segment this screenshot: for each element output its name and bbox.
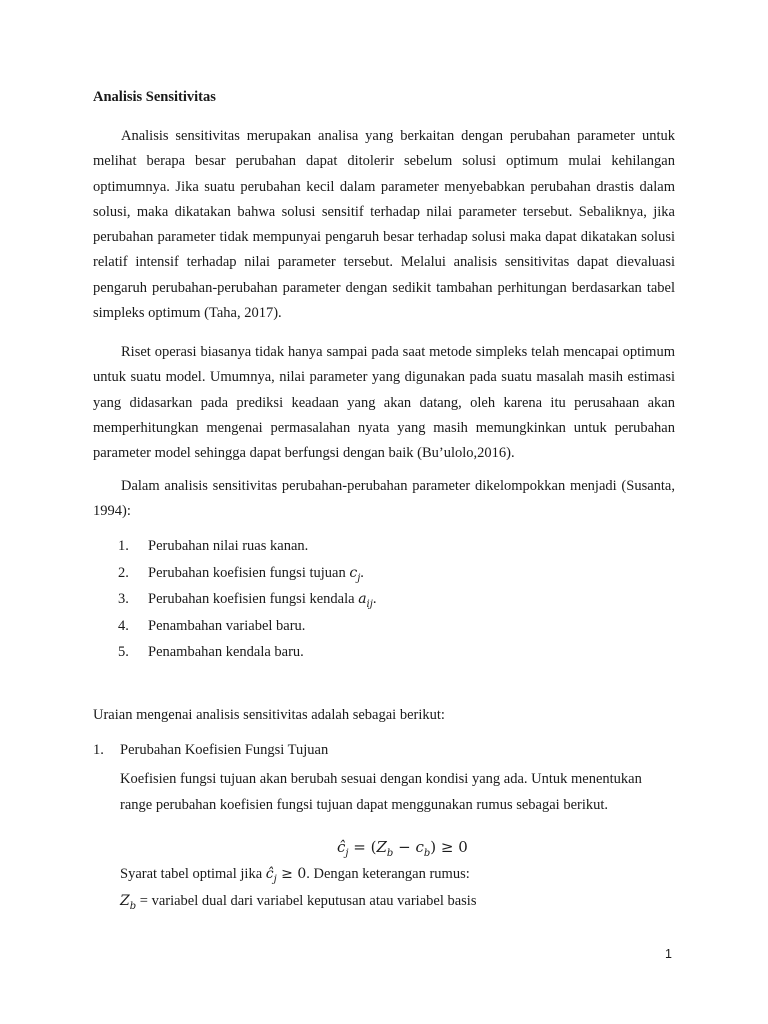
list-number: 5. bbox=[118, 644, 129, 661]
math-variable: $a_{ij}$ bbox=[358, 591, 373, 610]
list-text: Penambahan variabel baru. bbox=[148, 617, 306, 634]
list-item bbox=[118, 560, 376, 587]
list-number: 4. bbox=[118, 617, 129, 634]
list-suffix: . bbox=[372, 591, 377, 608]
list-number: 3. bbox=[118, 591, 129, 608]
subsection-number: 1. bbox=[93, 742, 104, 758]
formula: $ĉ_j = (Z_b - c_b) \ge 0$ bbox=[337, 838, 468, 859]
section-heading: Analisis Sensitivitas bbox=[93, 89, 216, 105]
list-suffix: . bbox=[360, 564, 364, 581]
list-number: 2. bbox=[118, 564, 129, 581]
list-item bbox=[118, 533, 376, 560]
math-variable: $c_j$ bbox=[349, 564, 361, 584]
intro-sentence: Uraian mengenai analisis sensitivitas adalah sebagai berikut: bbox=[93, 707, 445, 723]
zb-definition: $Z_b$ = variabel dual dari variabel keputusan atau variabel basis bbox=[120, 893, 477, 912]
paragraph-3: Dalam analisis sensitivitas perubahan-perubahan parameter dikelompokkan menjadi (Susanta, 1994): bbox=[93, 478, 675, 520]
subsection-title: Perubahan Koefisien Fungsi Tujuan bbox=[120, 742, 329, 758]
page-number: 1 bbox=[665, 947, 672, 961]
list-text: Perubahan nilai ruas kanan. bbox=[148, 538, 309, 554]
optimality-condition: Syarat tabel optimal jika $ĉ_j \ge 0$. Dengan keterangan rumus: bbox=[120, 866, 470, 885]
list-item bbox=[118, 639, 376, 666]
paragraph-1: Analisis sensitivitas merupakan analisa yang berkaitan dengan perubahan parameter untuk melihat berapa besar perubahan dapat ditolerir sebelum solusi optimum mulai kehilangan optimumnya. Jika suatu perubahan kecil dalam parameter menyebabkan perubahan drastis dalam solusi, maka dikatakan bahwa solusi sensitif terhadap nilai parameter tersebut. Sebaliknya, jika perubahan parameter tidak mempunyai pengaruh besar terhadap solusi maka dapat dikatakan solusi relatif intensif terhadap nilai parameter tersebut. Melalui analisis sensitivitas dapat dievaluasi pengaruh perubahan-perubahan parameter dengan sedikit tambahan perhitungan berdasarkan tabel simpleks optimum (Taha, 2017). bbox=[93, 128, 675, 322]
parameter-change-list bbox=[118, 533, 376, 666]
paragraph-2: Riset operasi biasanya tidak hanya sampai pada saat metode simpleks telah mencapai optimum untuk suatu model. Umumnya, nilai parameter yang digunakan pada suatu masalah masih estimasi yang didasarkan pada prediksi keadaan yang akan datang, oleh karena itu perusahaan akan memperhitungkan mengenai permasalahan nyata yang masih memungkinkan untuk perubahan parameter model sehingga dapat berfungsi dengan baik (Bu’ulolo,2016). bbox=[93, 344, 675, 462]
list-number: 1. bbox=[118, 538, 129, 554]
list-item bbox=[118, 613, 376, 640]
list-text: Perubahan koefisien fungsi tujuan bbox=[148, 564, 350, 581]
subsection-body: Koefisien fungsi tujuan akan berubah sesuai dengan kondisi yang ada. Untuk menentukan range perubahan koefisien fungsi tujuan dapat menggunakan rumus sebagai berikut. bbox=[120, 771, 642, 813]
list-text: Perubahan koefisien fungsi kendala bbox=[148, 591, 359, 608]
list-item bbox=[118, 586, 376, 613]
list-text: Penambahan kendala baru. bbox=[148, 644, 304, 661]
